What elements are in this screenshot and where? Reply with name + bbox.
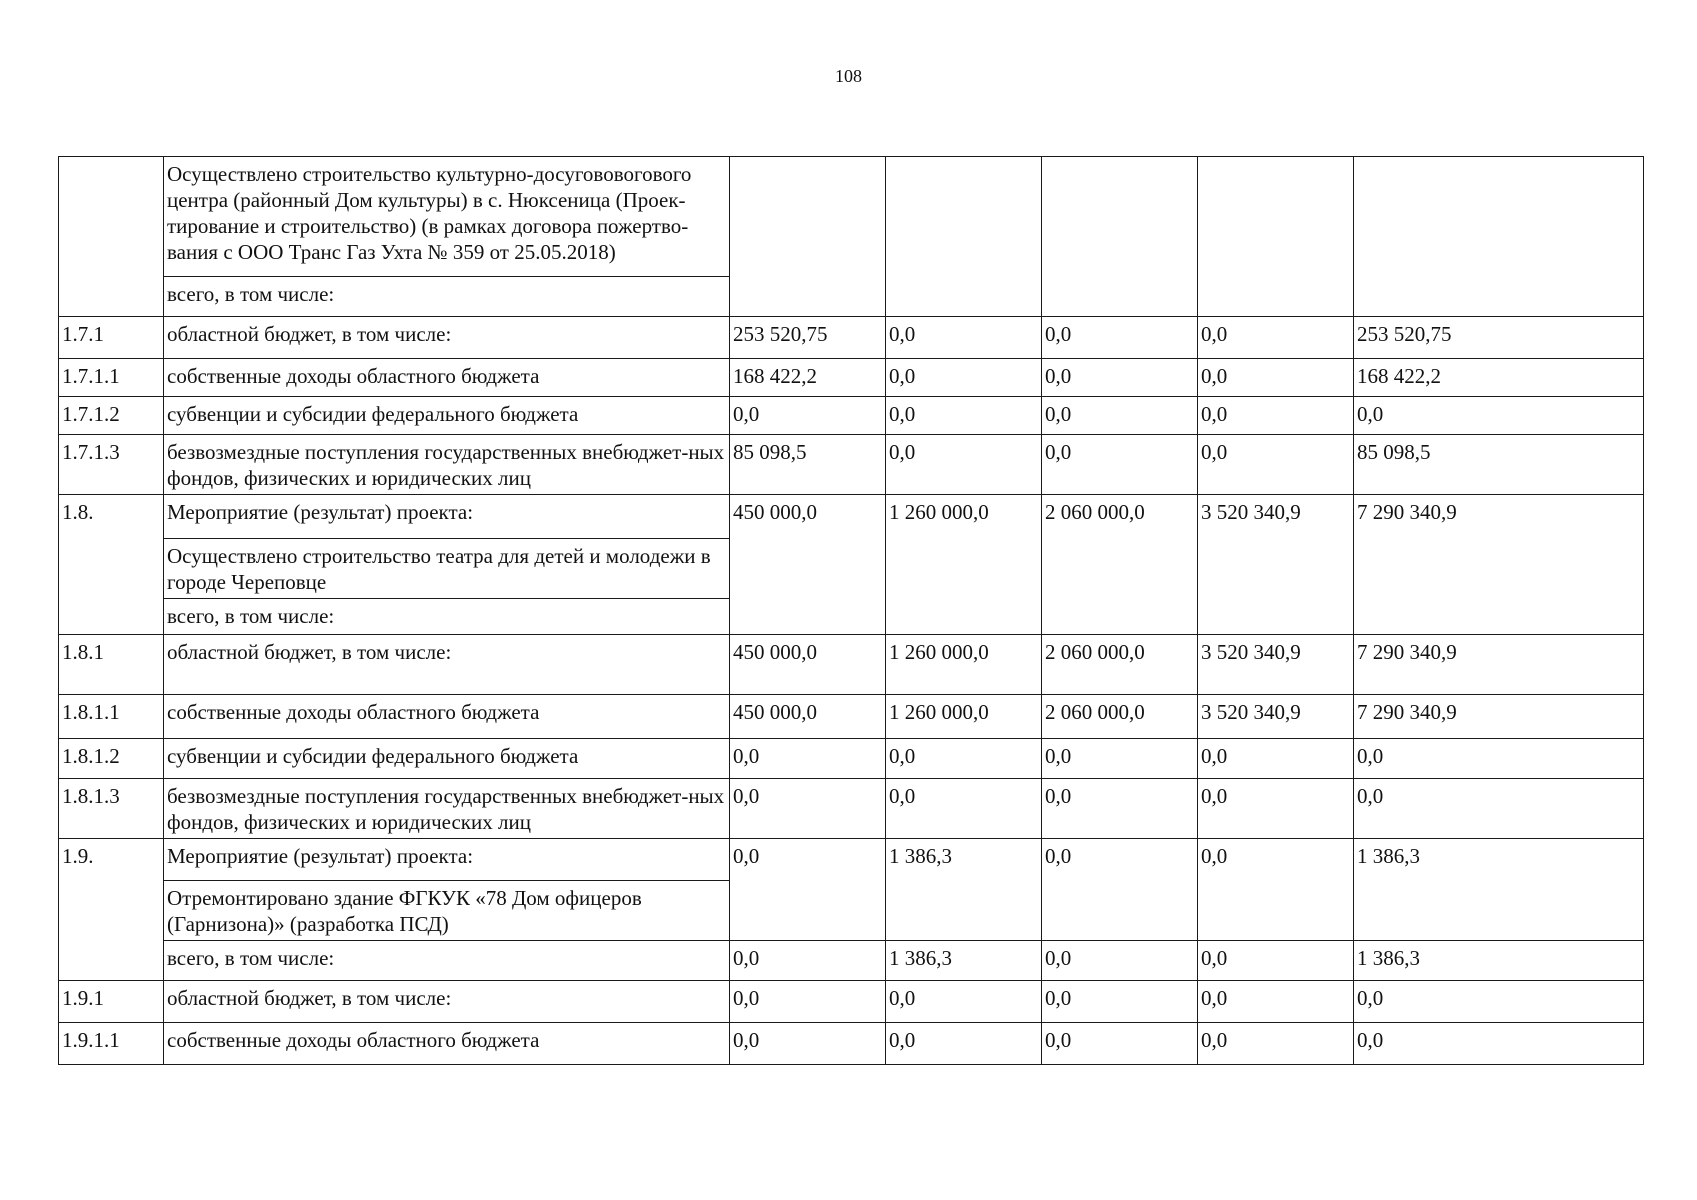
value-cell: 0,0 [1042,839,1198,941]
value-cell: 1 260 000,0 [886,635,1042,695]
row-description: областной бюджет, в том числе: [164,635,730,695]
value-cell: 0,0 [1042,435,1198,495]
budget-table [58,156,1644,1065]
row-code: 1.8. [59,495,164,635]
row-code [59,157,164,317]
value-cell: 0,0 [1354,981,1644,1023]
table-row [59,779,1644,839]
value-cell: 7 290 340,9 [1354,495,1644,635]
value-cell: 253 520,75 [730,317,886,359]
table-row [59,739,1644,779]
value-cell [1354,157,1644,317]
table-row [59,495,1644,539]
table-row [59,359,1644,397]
value-cell: 2 060 000,0 [1042,695,1198,739]
table-row [59,1023,1644,1065]
table-row [59,317,1644,359]
value-cell: 0,0 [886,739,1042,779]
value-cell: 0,0 [886,317,1042,359]
row-description: субвенции и субсидии федерального бюджета [164,739,730,779]
value-cell: 0,0 [1198,317,1354,359]
value-cell: 0,0 [1198,359,1354,397]
row-description: Мероприятие (результат) проекта: [164,495,730,539]
value-cell: 0,0 [1198,1023,1354,1065]
value-cell: 0,0 [886,397,1042,435]
value-cell: 0,0 [1042,397,1198,435]
value-cell: 0,0 [1354,1023,1644,1065]
value-cell [886,157,1042,317]
row-description: всего, в том числе: [164,941,730,981]
value-cell: 1 386,3 [1354,839,1644,941]
value-cell: 7 290 340,9 [1354,695,1644,739]
row-description: областной бюджет, в том числе: [164,317,730,359]
value-cell: 85 098,5 [1354,435,1644,495]
value-cell: 0,0 [1042,317,1198,359]
row-description: Мероприятие (результат) проекта: [164,839,730,881]
row-description: Осуществлено строительство театра для детей и молодежи в городе Череповце [164,539,730,599]
value-cell: 2 060 000,0 [1042,495,1198,635]
value-cell [1198,157,1354,317]
row-description: Осуществлено строительство культурно-досугововогового центра (районный Дом культуры) в с. Нюксеница (Проек-тирование и строительство) (в рамках договора пожертво-вания с ООО Транс Газ Ухта № 359 от 25.05.2018) [164,157,730,277]
row-description: Отремонтировано здание ФГКУК «78 Дом офицеров (Гарнизона)» (разработка ПСД) [164,881,730,941]
value-cell: 0,0 [1198,435,1354,495]
value-cell: 0,0 [730,839,886,941]
value-cell: 0,0 [1042,779,1198,839]
value-cell: 1 260 000,0 [886,495,1042,635]
value-cell: 450 000,0 [730,635,886,695]
value-cell: 1 386,3 [886,839,1042,941]
page-number: 108 [835,66,862,86]
value-cell: 253 520,75 [1354,317,1644,359]
row-code: 1.9.1 [59,981,164,1023]
value-cell: 0,0 [1198,839,1354,941]
value-cell: 0,0 [1198,397,1354,435]
value-cell: 0,0 [1354,397,1644,435]
row-description: областной бюджет, в том числе: [164,981,730,1023]
value-cell: 0,0 [1042,359,1198,397]
value-cell: 0,0 [730,779,886,839]
value-cell [730,157,886,317]
value-cell: 0,0 [730,397,886,435]
value-cell: 0,0 [730,739,886,779]
row-description: субвенции и субсидии федерального бюджета [164,397,730,435]
value-cell: 0,0 [1042,1023,1198,1065]
row-code: 1.9. [59,839,164,981]
value-cell [1042,157,1198,317]
table-row [59,397,1644,435]
value-cell: 0,0 [886,981,1042,1023]
table-row [59,157,1644,277]
value-cell: 0,0 [1354,739,1644,779]
row-code: 1.7.1.3 [59,435,164,495]
value-cell: 0,0 [730,941,886,981]
row-description: собственные доходы областного бюджета [164,695,730,739]
table-row [59,839,1644,881]
value-cell: 0,0 [1198,941,1354,981]
row-code: 1.7.1.1 [59,359,164,397]
value-cell: 2 060 000,0 [1042,635,1198,695]
row-code: 1.7.1.2 [59,397,164,435]
value-cell: 1 260 000,0 [886,695,1042,739]
value-cell: 3 520 340,9 [1198,495,1354,635]
value-cell: 0,0 [886,435,1042,495]
value-cell: 0,0 [1042,941,1198,981]
value-cell: 168 422,2 [1354,359,1644,397]
row-code: 1.8.1.2 [59,739,164,779]
row-description: всего, в том числе: [164,277,730,317]
table-row [59,941,1644,981]
row-code: 1.8.1.1 [59,695,164,739]
table-row [59,635,1644,695]
table-row [59,695,1644,739]
row-description: всего, в том числе: [164,599,730,635]
value-cell: 450 000,0 [730,695,886,739]
value-cell: 0,0 [886,779,1042,839]
value-cell: 0,0 [1354,779,1644,839]
value-cell: 3 520 340,9 [1198,695,1354,739]
row-description: безвозмездные поступления государственных внебюджет-ных фондов, физических и юридических лиц [164,435,730,495]
value-cell: 0,0 [1042,981,1198,1023]
table-row [59,981,1644,1023]
value-cell: 7 290 340,9 [1354,635,1644,695]
table-row [59,435,1644,495]
value-cell: 85 098,5 [730,435,886,495]
value-cell: 3 520 340,9 [1198,635,1354,695]
value-cell: 1 386,3 [886,941,1042,981]
value-cell: 0,0 [1042,739,1198,779]
value-cell: 0,0 [1198,779,1354,839]
row-description: безвозмездные поступления государственных внебюджет-ных фондов, физических и юридических лиц [164,779,730,839]
value-cell: 1 386,3 [1354,941,1644,981]
value-cell: 450 000,0 [730,495,886,635]
row-code: 1.8.1.3 [59,779,164,839]
row-code: 1.8.1 [59,635,164,695]
row-description: собственные доходы областного бюджета [164,359,730,397]
value-cell: 0,0 [886,1023,1042,1065]
value-cell: 0,0 [886,359,1042,397]
value-cell: 0,0 [1198,739,1354,779]
row-description: собственные доходы областного бюджета [164,1023,730,1065]
value-cell: 168 422,2 [730,359,886,397]
value-cell: 0,0 [1198,981,1354,1023]
value-cell: 0,0 [730,1023,886,1065]
row-code: 1.9.1.1 [59,1023,164,1065]
row-code: 1.7.1 [59,317,164,359]
value-cell: 0,0 [730,981,886,1023]
